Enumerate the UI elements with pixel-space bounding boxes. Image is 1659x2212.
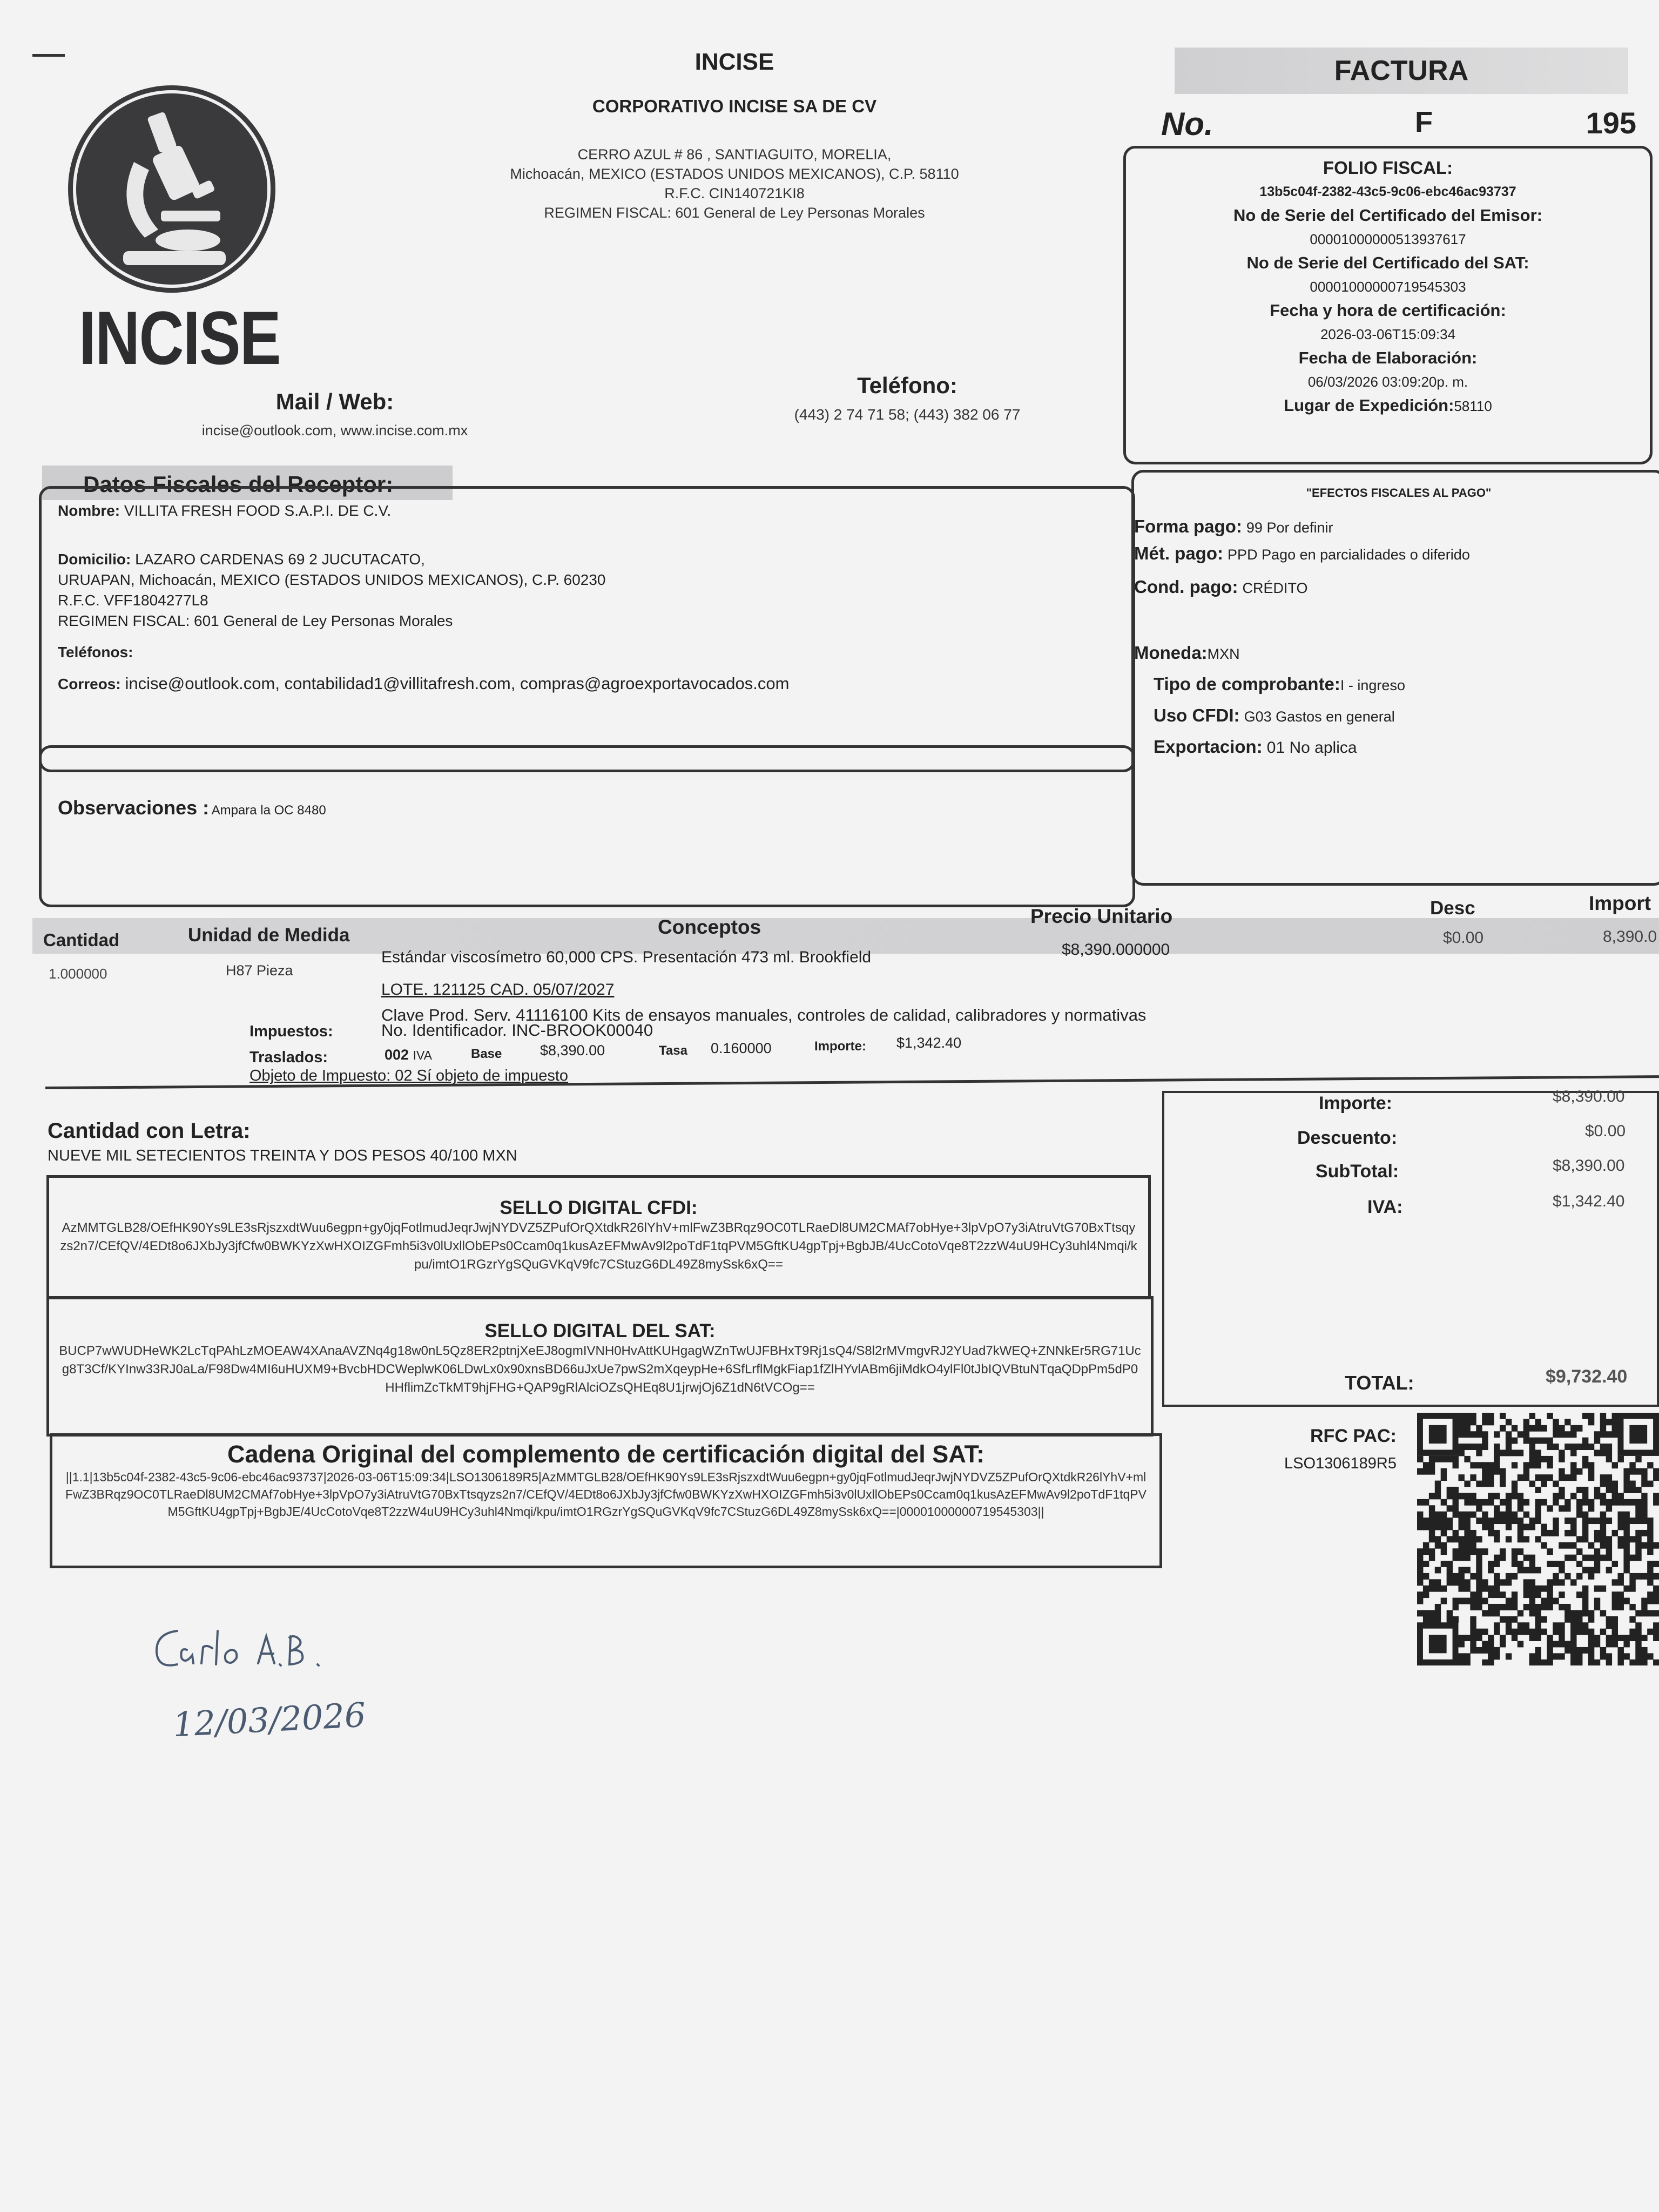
company-legal-name: CORPORATIVO INCISE SA DE CV [592, 96, 877, 116]
invoice-serie: F [1415, 106, 1433, 138]
chain-box [50, 1433, 1162, 1568]
totals-box [1162, 1091, 1659, 1407]
totals-descuento-label: Descuento: [1297, 1128, 1398, 1148]
row-concept2: LOTE. 121125 CAD. 05/07/2027 [381, 981, 615, 999]
totals-iva-value: $1,342.40 [1553, 1192, 1625, 1210]
header-import: Import [1589, 892, 1651, 914]
cert-sat-value: 00001000000719545303 [1310, 279, 1466, 295]
company-regimen: REGIMEN FISCAL: 601 General de Ley Personas Morales [544, 205, 925, 221]
cert-date-value: 2026-03-06T15:09:34 [1320, 326, 1456, 342]
receptor-address-line1: LAZARO CARDENAS 69 2 JUCUTACATO, [135, 551, 425, 568]
elab-value: 06/03/2026 03:09:20p. m. [1307, 374, 1468, 390]
observations-value: Ampara la OC 8480 [211, 803, 326, 818]
receptor-emails-label: Correos: [58, 676, 121, 692]
receptor-regimen: REGIMEN FISCAL: 601 General de Ley Personas Morales [58, 612, 453, 629]
receptor-phones-label: Teléfonos: [58, 644, 133, 660]
row-qty: 1.000000 [49, 966, 107, 982]
payment-box [1131, 470, 1659, 886]
company-name: INCISE [694, 49, 774, 75]
tipo-label: Tipo de comprobante: [1154, 674, 1340, 694]
tipo-value: I - ingreso [1340, 677, 1405, 693]
observations-box [39, 745, 1135, 907]
receptor-box [39, 486, 1135, 772]
handwritten-date: 12/03/2026 [172, 1695, 367, 1745]
receptor-name: VILLITA FRESH FOOD S.A.P.I. DE C.V. [124, 502, 392, 519]
totals-total-value: $9,732.40 [1546, 1366, 1628, 1387]
amount-words-label: Cantidad con Letra: [48, 1119, 251, 1143]
row-concept3: Clave Prod. Serv. 41116100 Kits de ensayos manuales, controles de calidad, calibradores y normativas [381, 1006, 1147, 1024]
pac-label: RFC PAC: [1310, 1426, 1397, 1446]
cert-date-label: Fecha y hora de certificación: [1270, 301, 1506, 320]
mail-value: incise@outlook.com, www.incise.com.mx [201, 422, 468, 439]
row-price: $8,390.000000 [1062, 941, 1170, 959]
invoice-title: FACTURA [1334, 55, 1469, 86]
row-import: 8,390.0 [1603, 928, 1657, 946]
microscope-icon [64, 81, 280, 297]
signature-graphic [145, 1620, 350, 1674]
header-desc: Desc [1430, 898, 1475, 919]
seal-sat-box [46, 1296, 1154, 1437]
cert-emisor-value: 00001000000513937617 [1310, 231, 1466, 247]
cond-label: Cond. pago: [1134, 577, 1238, 597]
mail-label: Mail / Web: [275, 389, 394, 414]
folio-label: FOLIO FISCAL: [1323, 158, 1453, 178]
metodo-label: Mét. pago: [1134, 543, 1223, 563]
phone-value: (443) 2 74 71 58; (443) 382 06 77 [794, 406, 1021, 423]
receptor-address-label: Domicilio: [58, 551, 131, 568]
phone-label: Teléfono: [857, 373, 957, 398]
forma-label: Forma pago: [1134, 516, 1242, 536]
pac-value: LSO1306189R5 [1284, 1455, 1397, 1472]
tax-tasa-value: 0.160000 [711, 1040, 772, 1056]
handwritten-signature [145, 1620, 361, 1674]
forma-value: 99 Por definir [1246, 520, 1333, 536]
totals-total-label: TOTAL: [1345, 1372, 1414, 1394]
uso-value: G03 Gastos en general [1244, 709, 1395, 725]
uso-label: Uso CFDI: [1154, 705, 1240, 725]
place-label: Lugar de Expedición: [1284, 396, 1454, 415]
seal-sat-value: BUCP7wWUDHeWK2LcTqPAhLzMOEAW4XAnaAVZNq4g18w0nL5Qz8ER2ptnjXeEJ8ogmIVNH0HvAttKUHgagWZnTwUJFBHxT9Rj1sQ4/S8l2rMVmgvRJ2YUad7kWEQ+ZNNkEr5RG71Ucg8T3Cf/KYInw33RJ0aLa/F98Dw4MI6uHUXM9+BvcbHDCWeplwK06LDwLx0x90xnsBD66uJxUe7pwS2mXqeypHe+6SfLrflMgkFiap1fZlHYvlABm6jiMdkO4ylFl0tJbIQVBtuNTqaQDpPm5dP0HHflimZcTkMT9hjFHG+QAP9gRlAlciOZsQHEq8U1jrwjOj6Z1dN6tVCOg== [59, 1344, 1141, 1395]
observations-label: Observaciones : [58, 797, 210, 819]
export-label: Exportacion: [1154, 737, 1263, 757]
folio-fiscal-box [1123, 146, 1653, 464]
cond-value: CRÉDITO [1242, 580, 1308, 596]
qr-code-icon [1417, 1413, 1659, 1665]
receptor-emails: incise@outlook.com, contabilidad1@villitafresh.com, compras@agroexportavocados.com [125, 674, 790, 693]
row-concept1: Estándar viscosímetro 60,000 CPS. Presentación 473 ml. Brookfield [381, 948, 872, 966]
tax-importe-value: $1,342.40 [896, 1035, 962, 1051]
invoice-no-label: No. [1161, 106, 1213, 142]
metodo-value: PPD Pago en parcialidades o diferido [1228, 547, 1470, 563]
seal-cfdi-box [46, 1175, 1151, 1299]
chain-title: Cadena Original del complemento de certificación digital del SAT: [227, 1440, 984, 1468]
seal-cfdi-title: SELLO DIGITAL CFDI: [500, 1197, 698, 1218]
totals-importe-value: $8,390.00 [1553, 1088, 1625, 1105]
amount-words-value: NUEVE MIL SETECIENTOS TREINTA Y DOS PESOS 40/100 MXN [48, 1147, 517, 1164]
elab-label: Fecha de Elaboración: [1298, 348, 1478, 367]
seal-cfdi-value: AzMMTGLB28/OEfHK90Ys9LE3sRjszxdtWuu6egpn+gy0jqFotlmudJeqrJwjNYDVZ5ZPufOrQXtdkR26lYhV+mlFwZ3BRqz9OC0TLRaeDl8UM2CMAf7obHye+3lpVpO7y3iAtruVtG70BxTtsqyzs2n7/CEfQV/4EDt8o6JXbJy3jfCfw0BWKYzXwHXOIZGFmh5i3v0lUxllObEPs0Ccam0q1kusAzEFMwAv9l2poTdF1tqPVM5GftKU4gpTpj+BgbJB/4UcCotoVqe8T2zzW4uU9HCy3uhl4Nmqi/kpu/imtO1RGzrYgSQuGVKqV9fc7CStuzG6DL49Z8mySsk6xQ== [60, 1220, 1137, 1272]
company-address-line1: CERRO AZUL # 86 , SANTIAGUITO, MORELIA, [577, 146, 892, 163]
receptor-address-line2: URUAPAN, Michoacán, MEXICO (ESTADOS UNIDOS MEXICANOS), C.P. 60230 [58, 571, 606, 588]
tax-objeto: Objeto de Impuesto: 02 Sí objeto de impuesto [249, 1067, 569, 1084]
place-value: 58110 [1454, 398, 1492, 414]
impuestos-label: Impuestos: [249, 1023, 333, 1040]
header-conceptos: Conceptos [658, 916, 761, 938]
tax-importe-label: Importe: [814, 1039, 866, 1054]
payment-title: "EFECTOS FISCALES AL PAGO" [1306, 486, 1492, 500]
company-address-line2: Michoacán, MEXICO (ESTADOS UNIDOS MEXICANOS), C.P. 58110 [510, 166, 959, 182]
receptor-title: Datos Fiscales del Receptor: [83, 471, 394, 497]
tax-code: 002 [385, 1047, 409, 1063]
folio-value: 13b5c04f-2382-43c5-9c06-ebc46ac93737 [1259, 184, 1516, 199]
row-unit: H87 Pieza [226, 962, 293, 979]
moneda-label: Moneda: [1134, 643, 1208, 663]
invoice-title-bar [1175, 48, 1628, 94]
tax-base-value: $8,390.00 [540, 1042, 605, 1058]
header-unidad: Unidad de Medida [188, 925, 350, 946]
totals-subtotal-value: $8,390.00 [1553, 1157, 1625, 1175]
receptor-rfc: R.F.C. VFF1804277L8 [58, 592, 208, 609]
totals-importe-label: Importe: [1319, 1093, 1392, 1114]
tax-tasa-label: Tasa [659, 1043, 687, 1058]
cert-sat-label: No de Serie del Certificado del SAT: [1246, 253, 1529, 272]
traslados-label: Traslados: [249, 1049, 328, 1066]
moneda-value: MXN [1207, 646, 1240, 662]
corner-mark [32, 54, 65, 57]
header-precio: Precio Unitario [1030, 905, 1173, 927]
totals-descuento-value: $0.00 [1585, 1122, 1626, 1140]
export-value: 01 No aplica [1266, 739, 1357, 757]
company-rfc: R.F.C. CIN140721KI8 [664, 185, 805, 201]
row-desc: $0.00 [1443, 929, 1484, 947]
row-concept4: No. Identificador. INC-BROOK00040 [381, 1021, 653, 1040]
logo-text: INCISE [79, 295, 280, 380]
header-cantidad: Cantidad [43, 930, 120, 950]
totals-subtotal-label: SubTotal: [1316, 1161, 1399, 1182]
company-logo [64, 81, 280, 383]
tax-base-label: Base [471, 1047, 502, 1061]
tax-name: IVA [413, 1048, 432, 1062]
seal-sat-title: SELLO DIGITAL DEL SAT: [484, 1320, 716, 1341]
chain-value: ||1.1|13b5c04f-2382-43c5-9c06-ebc46ac93737|2026-03-06T15:09:34|LSO1306189R5|AzMMTGLB28/OEfHK90Ys9LE3sRjszxdtWuu6egpn+gy0jqFotlmudJeqrJwjNYDVZ5ZPufOrQXtdkR26lYhV+mlFwZ3BRqz9OC0TLRaeDl8UM2CMAf7obHye+3lpVpO7y3iAtruVtG70BxTtsqyzs2n7/CEfQV/4EDt8o6JXbJy3jfCfw0BWKYzXwHXOIZGFmh5i3v0lUxllObEPs0Ccam0q1kusAzEFMwAv9l2poTdF1tqPVM5GftKU4gpTpj+BgbJE/4UcCotoVqe8T2zzW4uU9HCy3uhl4Nmqi/kpu/imtO1RGzrYgSQuGVKqV9fc7CStuzG6DL49Z8mySsk6xQ==|00001000000719545303|| [65, 1470, 1147, 1519]
invoice-number: 195 [1586, 106, 1636, 140]
cert-emisor-label: No de Serie del Certificado del Emisor: [1233, 206, 1542, 225]
receptor-name-label: Nombre: [58, 502, 120, 519]
totals-iva-label: IVA: [1367, 1197, 1403, 1217]
